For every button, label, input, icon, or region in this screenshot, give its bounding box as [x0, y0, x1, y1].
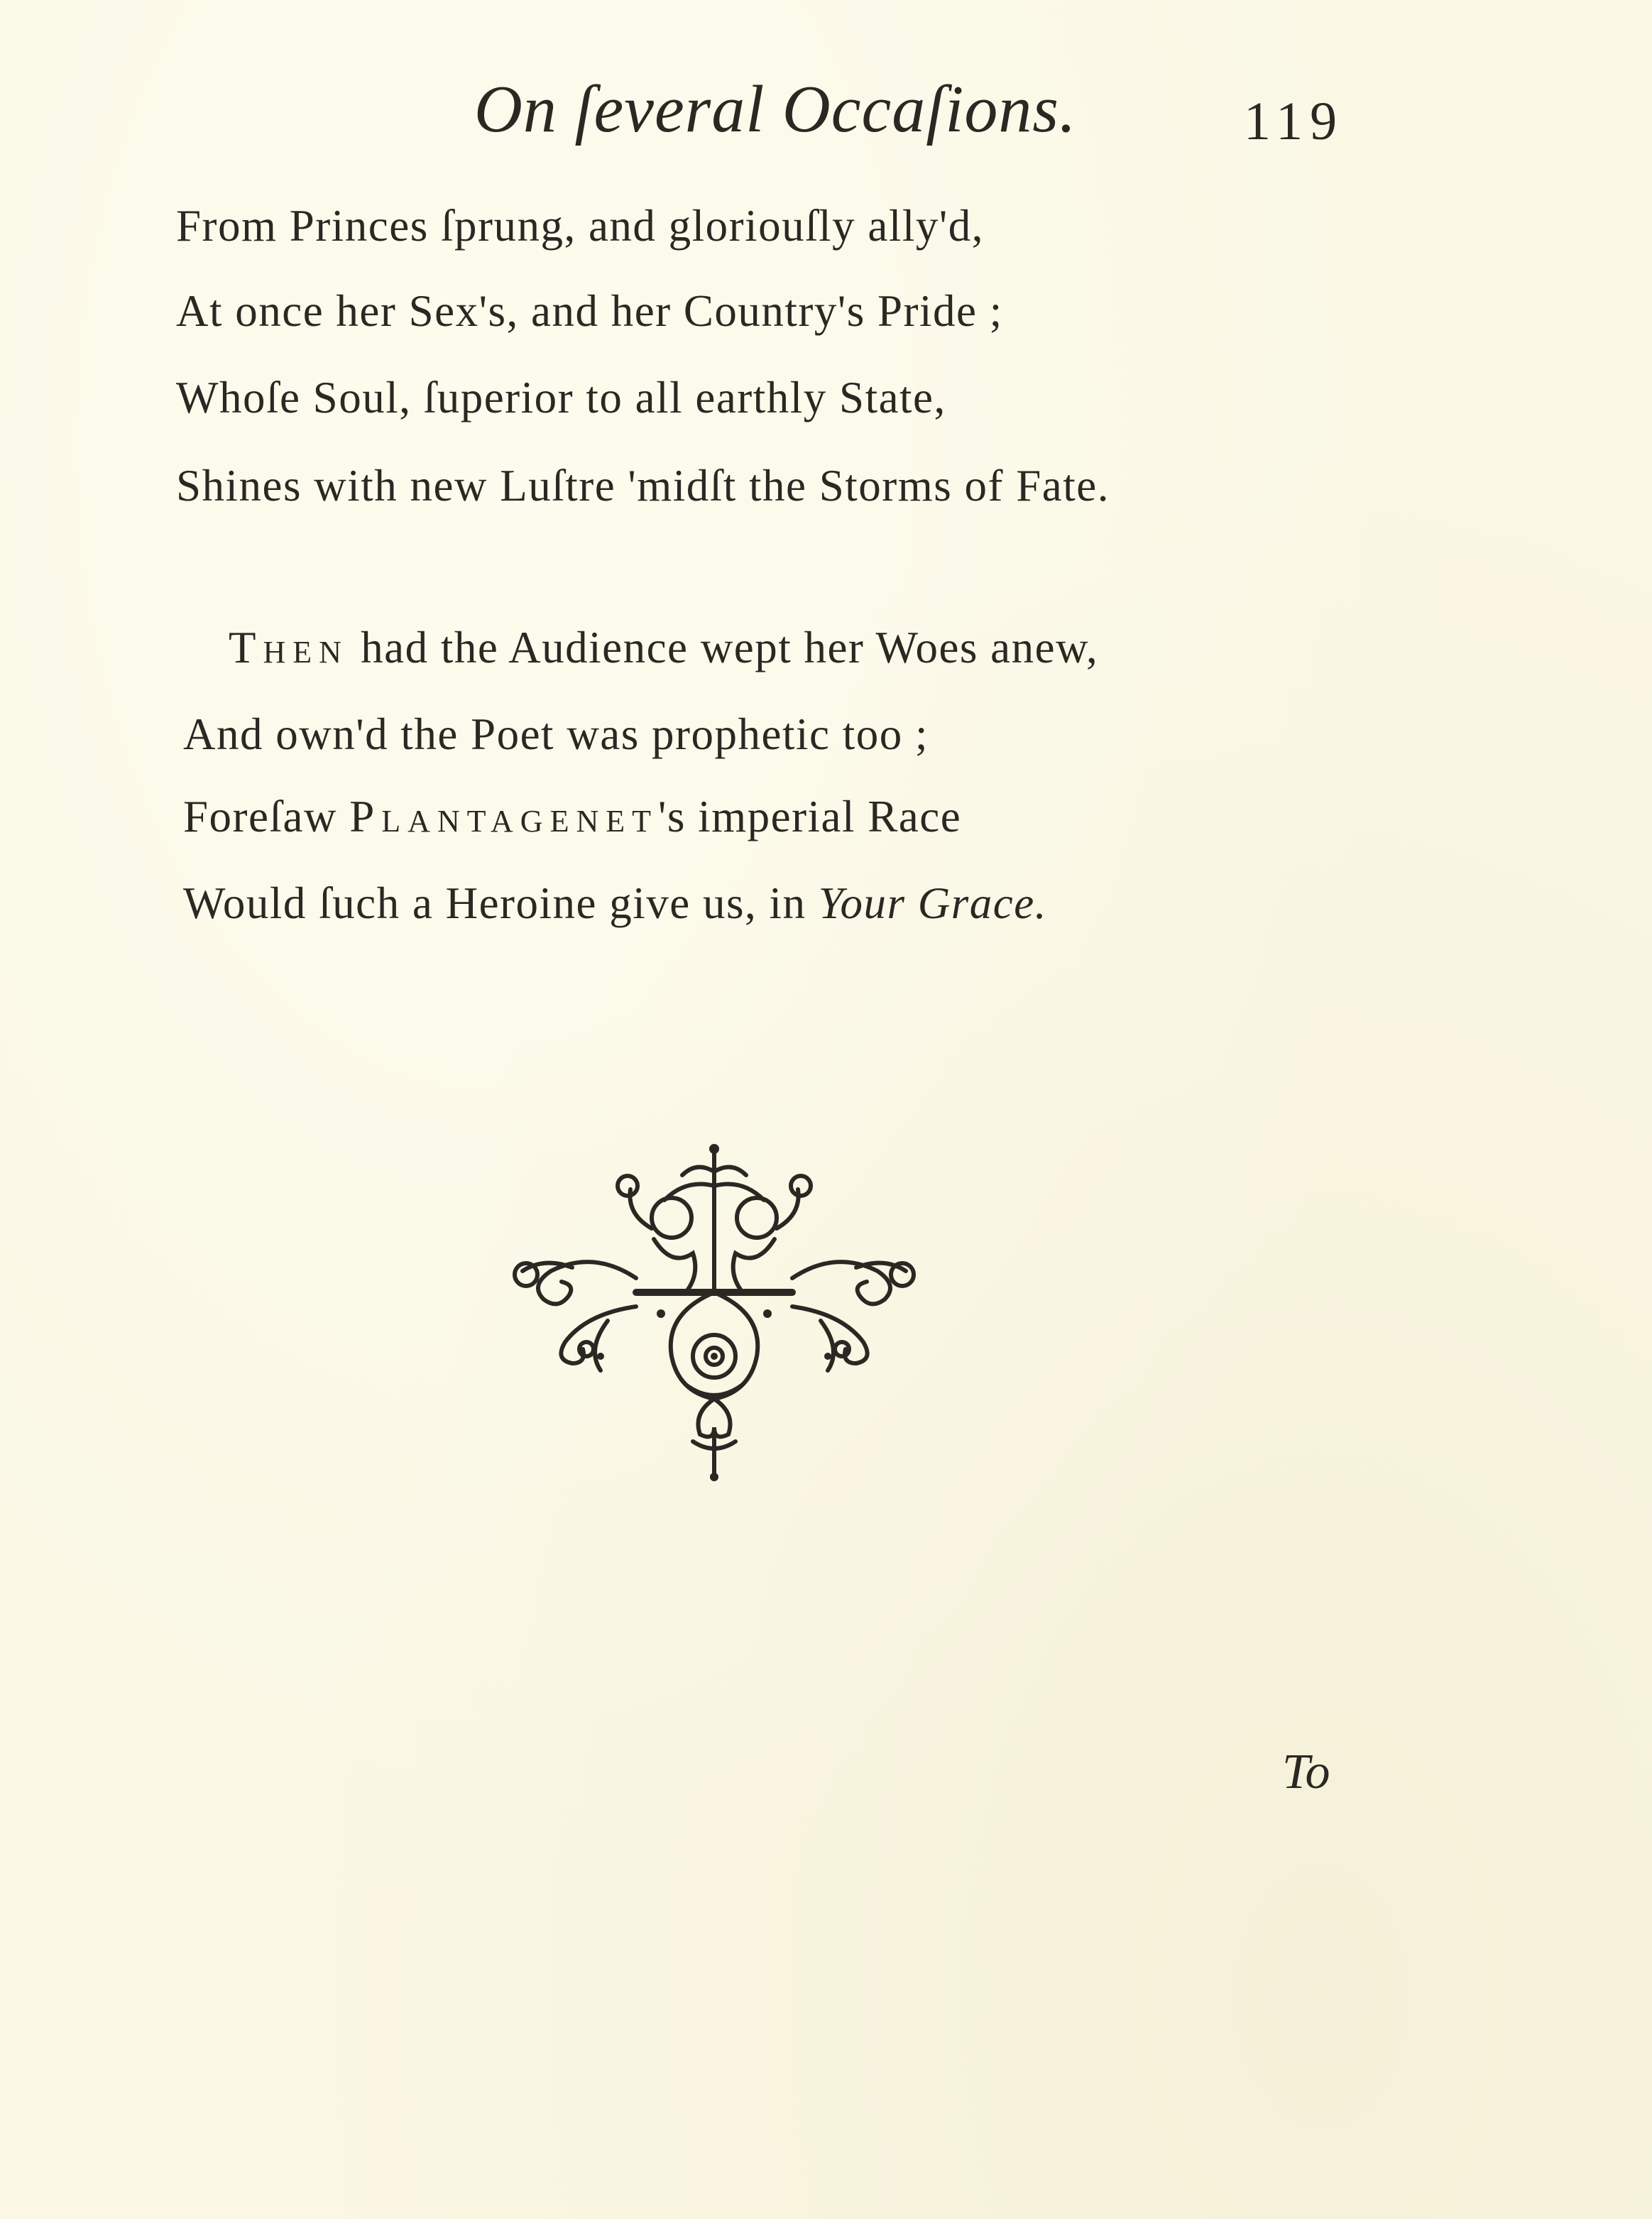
verse-line [229, 622, 1098, 674]
verse-text: 's imperial Race [657, 792, 962, 841]
verse-line: And own'd the Poet was prophetic too ; [183, 709, 929, 759]
verse-line: Whoſe Soul, ſuperior to all earthly State, [176, 373, 946, 422]
verse-line [183, 878, 1047, 929]
page-number: 119 [1244, 92, 1345, 151]
running-title: On ſeveral Occaſions. [474, 72, 1077, 146]
verse-text: Foreſaw [183, 792, 350, 841]
italic-phrase: Your Grace. [818, 878, 1047, 928]
verse-line: From Princes ſprung, and gloriouſly ally'd, [176, 201, 984, 251]
catchword: To [1282, 1745, 1330, 1799]
verse-line [183, 791, 961, 843]
verse-text: had the Audience wept her Woes anew, [348, 623, 1099, 672]
verse-text: Would ſuch a Heroine give us, in [183, 878, 819, 928]
verse-line: At once her Sex's, and her Country's Pride ; [176, 286, 1003, 336]
name-small-caps: Plantagenet [349, 792, 658, 841]
opening-small-caps: Then [229, 623, 349, 672]
printer-ornament-cherubs-icon [501, 1143, 927, 1484]
verse-line: Shines with new Luſtre 'midſt the Storms of Fate. [176, 461, 1110, 511]
